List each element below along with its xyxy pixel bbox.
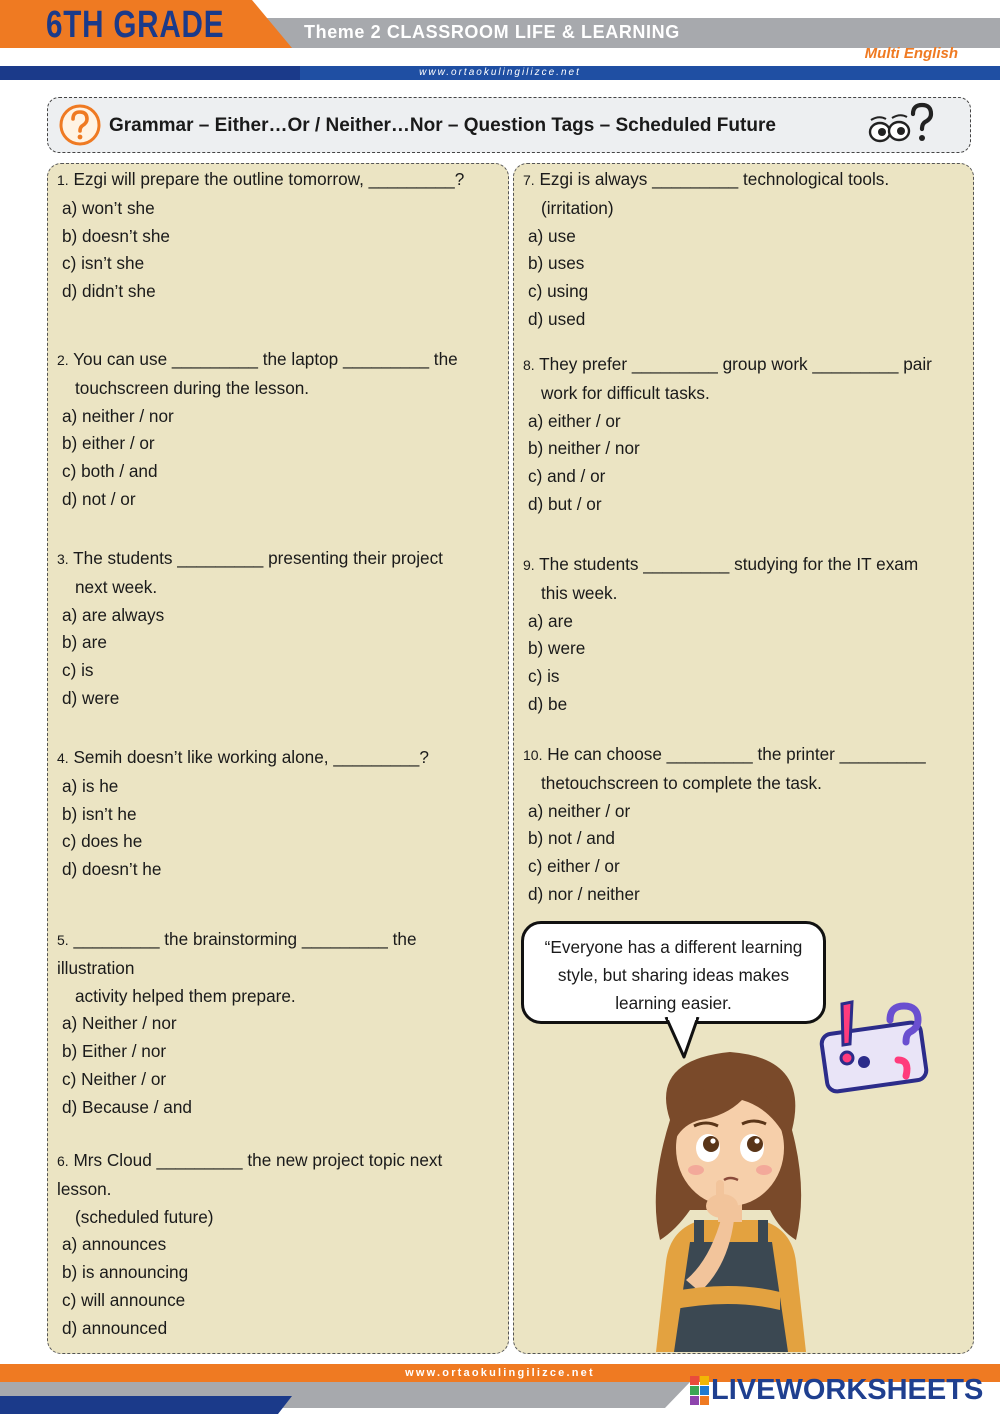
- answer-option[interactable]: b) is announcing: [62, 1262, 189, 1283]
- question-text-line: thetouchscreen to complete the task.: [541, 772, 822, 793]
- question-stem: Ezgi will prepare the outline tomorrow, _________?: [73, 169, 465, 189]
- answer-option[interactable]: c) either / or: [528, 856, 620, 877]
- question-text-line: [57, 166, 464, 195]
- answer-option[interactable]: b) are: [62, 632, 107, 653]
- question-number: 10.: [523, 747, 543, 763]
- header-url: www.ortaokulingilizce.net: [419, 67, 581, 78]
- answer-option[interactable]: d) not / or: [62, 488, 136, 509]
- answer-option[interactable]: a) either / or: [528, 410, 621, 431]
- question-10: [523, 741, 926, 909]
- question-2: [57, 346, 458, 514]
- answer-option[interactable]: c) will announce: [62, 1289, 186, 1310]
- question-text-line: [523, 351, 932, 380]
- answer-option[interactable]: d) Because / and: [62, 1096, 192, 1117]
- question-text-line: lesson.: [57, 1178, 112, 1199]
- question-stem: He can choose _________ the printer _________: [547, 744, 926, 764]
- question-number: 2.: [57, 352, 69, 368]
- question-stem: Mrs Cloud _________ the new project topic next: [73, 1150, 443, 1170]
- question-stem: Semih doesn’t like working alone, _________?: [73, 747, 429, 767]
- question-number: 6.: [57, 1153, 69, 1169]
- answer-option[interactable]: c) isn’t she: [62, 253, 145, 274]
- answer-option[interactable]: b) uses: [528, 253, 585, 274]
- question-text-line: [523, 741, 926, 770]
- answer-option[interactable]: a) is he: [62, 775, 119, 796]
- answer-option[interactable]: c) and / or: [528, 466, 606, 487]
- curious-eyes-icon: [866, 102, 938, 148]
- question-text-line: (scheduled future): [75, 1206, 214, 1227]
- answer-option[interactable]: a) neither / or: [528, 800, 631, 821]
- question-number: 8.: [523, 357, 535, 373]
- answer-option[interactable]: c) both / and: [62, 461, 158, 482]
- question-text-line: [523, 166, 889, 195]
- question-stem: Ezgi is always _________ technological tools.: [539, 169, 890, 189]
- footer-url: www.ortaokulingilizce.net: [405, 1367, 595, 1379]
- question-5: [57, 926, 417, 1122]
- answer-option[interactable]: d) be: [528, 693, 568, 714]
- question-stem: The students _________ studying for the IT exam: [539, 554, 919, 574]
- question-stem: You can use _________ the laptop _________ the: [73, 349, 458, 369]
- answer-option[interactable]: b) not / and: [528, 828, 615, 849]
- answer-option[interactable]: d) used: [528, 308, 586, 329]
- grade-label: 6TH GRADE: [46, 4, 225, 46]
- thinking-girl-illustration: [630, 1030, 830, 1352]
- answer-option[interactable]: b) either / or: [62, 433, 155, 454]
- question-text-line: [57, 744, 429, 773]
- answer-option[interactable]: d) but / or: [528, 493, 602, 514]
- question-4: [57, 744, 429, 884]
- question-1: [57, 166, 464, 306]
- question-text-line: work for difficult tasks.: [541, 382, 710, 403]
- theme-title: Theme 2 CLASSROOM LIFE & LEARNING: [304, 22, 680, 42]
- answer-option[interactable]: b) isn’t he: [62, 803, 137, 824]
- question-text-line: [57, 1147, 442, 1176]
- question-number: 1.: [57, 172, 69, 188]
- quote-line: “Everyone has a different learning: [544, 937, 803, 957]
- question-text-line: [57, 926, 417, 955]
- answer-option[interactable]: c) using: [528, 281, 589, 302]
- question-text-line: this week.: [541, 582, 618, 603]
- question-text-line: [57, 545, 443, 574]
- answer-option[interactable]: c) does he: [62, 831, 143, 852]
- question-mark-icon: [58, 103, 102, 147]
- question-9: [523, 551, 918, 719]
- question-stem: _________ the brainstorming _________ the: [73, 929, 417, 949]
- liveworksheets-logo[interactable]: [690, 1374, 983, 1406]
- footer-blue-band: [0, 1396, 292, 1414]
- liveworksheets-logo-icon: [690, 1376, 709, 1405]
- question-text-line: activity helped them prepare.: [75, 985, 296, 1006]
- speech-bubble: [521, 921, 826, 1024]
- answer-option[interactable]: c) is: [62, 660, 94, 681]
- question-number: 3.: [57, 551, 69, 567]
- question-text-line: illustration: [57, 957, 135, 978]
- question-stem: The students _________ presenting their project: [73, 548, 443, 568]
- question-number: 4.: [57, 750, 69, 766]
- answer-option[interactable]: a) are: [528, 610, 573, 631]
- question-number: 5.: [57, 932, 69, 948]
- answer-option[interactable]: c) is: [528, 666, 560, 687]
- answer-option[interactable]: a) neither / nor: [62, 405, 174, 426]
- answer-option[interactable]: d) were: [62, 687, 120, 708]
- answer-option[interactable]: d) announced: [62, 1317, 168, 1338]
- liveworksheets-logo-text: LIVEWORKSHEETS: [711, 1373, 984, 1406]
- answer-option[interactable]: b) neither / nor: [528, 438, 640, 459]
- answer-option[interactable]: d) nor / neither: [528, 883, 640, 904]
- question-6: [57, 1147, 442, 1343]
- answer-option[interactable]: b) doesn’t she: [62, 225, 170, 246]
- answer-option[interactable]: a) won’t she: [62, 197, 155, 218]
- question-number: 9.: [523, 557, 535, 573]
- answer-option[interactable]: a) announces: [62, 1234, 167, 1255]
- answer-option[interactable]: c) Neither / or: [62, 1068, 167, 1089]
- question-text-line: next week.: [75, 576, 158, 597]
- answer-option[interactable]: d) doesn’t he: [62, 859, 162, 880]
- question-number: 7.: [523, 172, 535, 188]
- page-title: Grammar – Either…Or / Neither…Nor – Question Tags – Scheduled Future: [109, 115, 776, 136]
- exclamation-question-icon: [818, 998, 936, 1098]
- question-8: [523, 351, 932, 519]
- quote-line: learning easier.: [615, 992, 732, 1013]
- quote-line: style, but sharing ideas makes: [557, 964, 790, 985]
- answer-option[interactable]: b) Either / nor: [62, 1041, 167, 1062]
- title-box: [47, 97, 971, 153]
- answer-option[interactable]: d) didn’t she: [62, 281, 156, 302]
- question-text-line: touchscreen during the lesson.: [75, 377, 310, 398]
- question-7: [523, 166, 889, 334]
- answer-option[interactable]: a) use: [528, 225, 576, 246]
- answer-option[interactable]: b) were: [528, 638, 586, 659]
- question-text-line: [57, 346, 458, 375]
- question-text-line: (irritation): [541, 197, 614, 218]
- brand-label: Multi English: [864, 45, 958, 62]
- answer-option[interactable]: a) are always: [62, 604, 165, 625]
- question-text-line: [523, 551, 918, 580]
- question-3: [57, 545, 443, 713]
- answer-option[interactable]: a) Neither / nor: [62, 1013, 177, 1034]
- question-stem: They prefer _________ group work _________ pair: [539, 354, 932, 374]
